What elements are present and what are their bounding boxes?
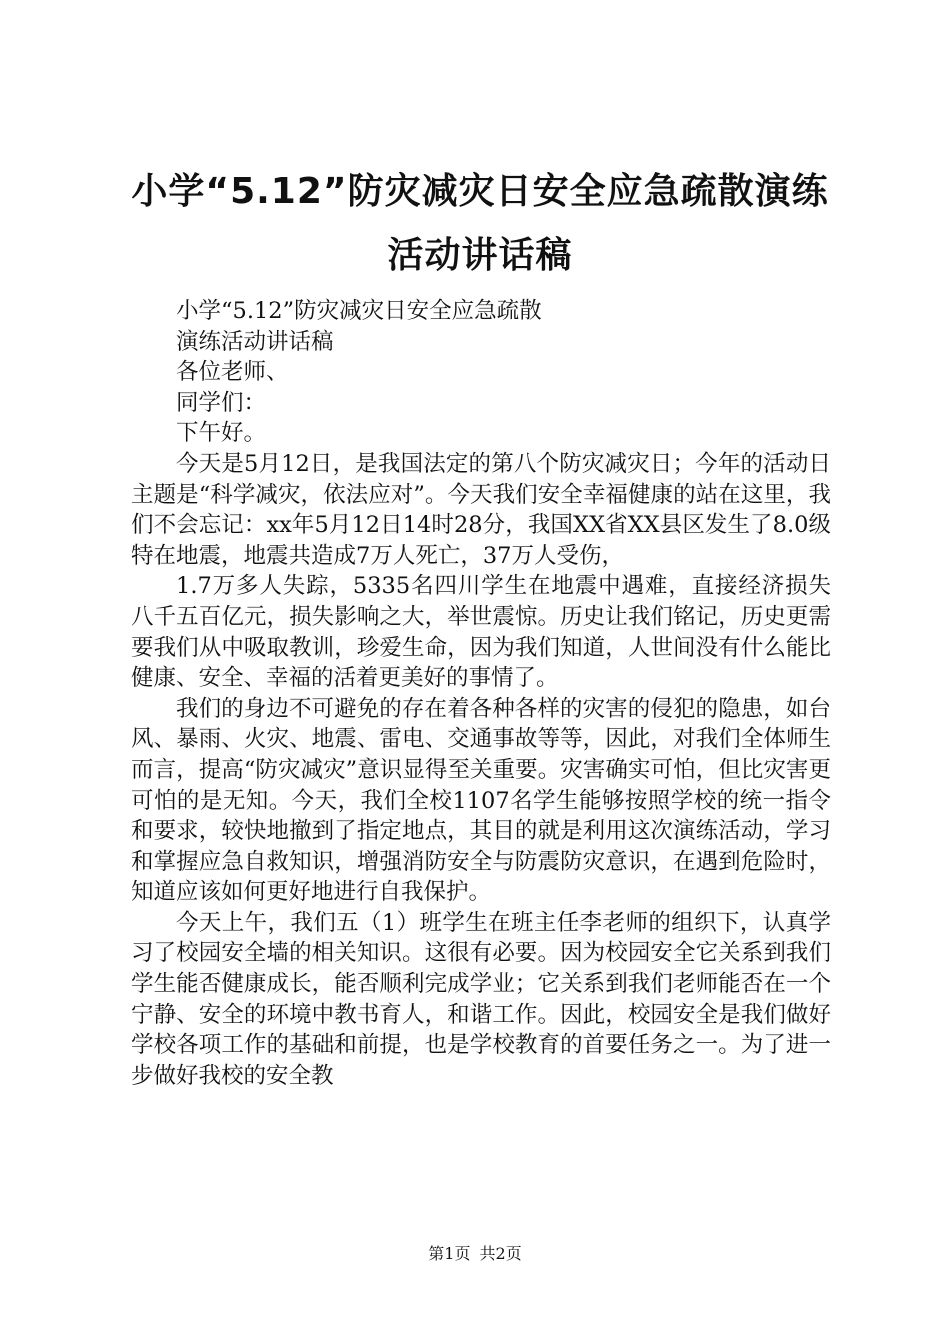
paragraph: 1.7万多人失踪，5335名四川学生在地震中遇难，直接经济损失八千五百亿元，损失影响之大，举世震惊。历史让我们铭记，历史更需要我们从中吸取教训，珍爱生命，因为我们知道，人世间没有什么能比健康、安全、幸福的活着更美好的事情了。 [131,573,831,692]
page-total: 共2页 [479,1244,522,1263]
paragraph-heading-line-2: 演练活动讲话稿 [176,328,334,355]
paragraph: 今天上午，我们五（1）班学生在班主任李老师的组织下，认真学习了校园安全墙的相关知识。这很有必要。因为校园安全它关系到我们学生能否健康成长，能否顺利完成学业；它关系到我们老师能否在一个宁静、安全的环境中教书育人，和谐工作。因此，校园安全是我们做好学校各项工作的基础和前提，也是学校教育的首要任务之一。为了进一步做好我校的安全教 [131,909,831,1089]
paragraph: 我们的身边不可避免的存在着各种各样的灾害的侵犯的隐患，如台风、暴雨、火灾、地震、雷电、交通事故等等，因此，对我们全体师生而言，提高“防灾减灾”意识显得至关重要。灾害确实可怕，但比灾害更可怕的是无知。今天，我们全校1107名学生能够按照学校的统一指令和要求，较快地撤到了指定地点，其目的就是利用这次演练活动，学习和掌握应急自救知识，增强消防安全与防震防灾意识，在遇到危险时，知道应该如何更好地进行自我保护。 [131,695,831,906]
paragraph-salutation-students: 同学们： [176,389,267,416]
document-title: 小学“5.12”防灾减灾日安全应急疏散演练活动讲话稿 [131,171,829,276]
paragraph-greeting: 下午好。 [176,420,267,447]
paragraph: 今天是5月12日，是我国法定的第八个防灾减灾日；今年的活动日主题是“科学减灾，依法应对”。今天我们安全幸福健康的站在这里，我们不会忘记：xx年5月12日14时28分，我国XX省XX县区发生了8.0级特在地震，地震共造成7万人死亡，37万人受伤， [131,450,831,569]
page-number: 第1页 [428,1244,471,1263]
document-body [131,296,831,1091]
paragraph-heading-line-1: 小学“5.12”防灾减灾日安全应急疏散 [176,298,542,324]
page-footer [0,1244,950,1264]
paragraph-salutation-teachers: 各位老师、 [176,359,289,386]
